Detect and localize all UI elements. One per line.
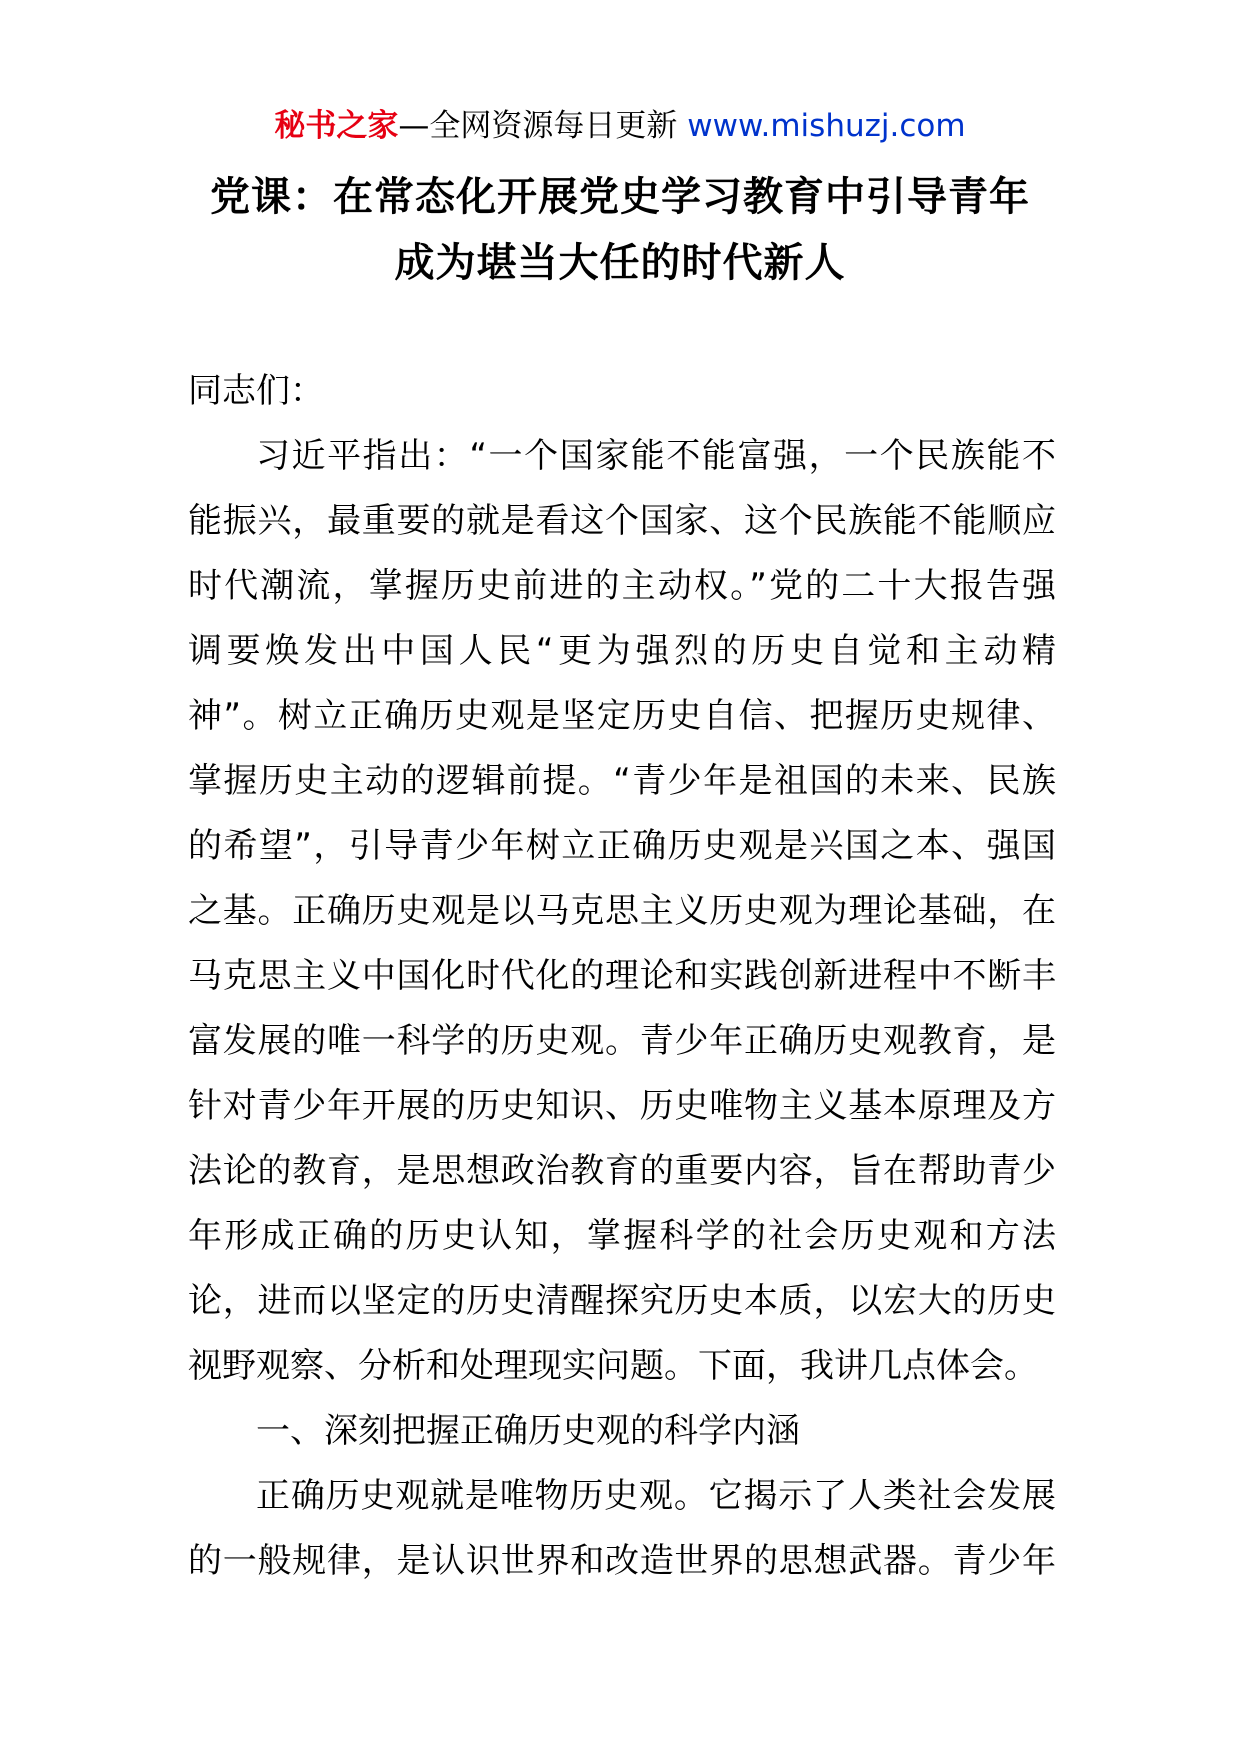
paragraph-line: 正确历史观就是唯物历史观。它揭示了人类社会发展: [256, 1476, 1056, 1516]
site-tagline: —全网资源每日更新: [398, 108, 678, 144]
paragraph-line: 针对青少年开展的历史知识、历史唯物主义基本原理及方: [188, 1086, 1056, 1126]
salutation: [188, 359, 1056, 424]
paragraph-line: 富发展的唯一科学的历史观。青少年正确历史观教育，是: [188, 1021, 1056, 1061]
paragraph-line: 能振兴，最重要的就是看这个国家、这个民族能不能顺应: [188, 501, 1056, 541]
paragraph-line: 习近平指出：“一个国家能不能富强，一个民族能不: [256, 436, 1056, 476]
paragraph-line: 的希望”，引导青少年树立正确历史观是兴国之本、强国: [188, 826, 1056, 866]
paragraph-line: 掌握历史主动的逻辑前提。“青少年是祖国的未来、民族: [188, 761, 1056, 801]
paragraph-2: [188, 1464, 1056, 1594]
paragraph-line: 的一般规律，是认识世界和改造世界的思想武器。青少年: [188, 1541, 1056, 1581]
paragraph-line: 神”。树立正确历史观是坚定历史自信、把握历史规律、: [188, 696, 1056, 736]
salutation-text: 同志们：: [188, 371, 324, 411]
document-title: [150, 164, 1090, 296]
paragraph-line: 调要焕发出中国人民“更为强烈的历史自觉和主动精: [188, 631, 1056, 671]
paragraph-1: [188, 424, 1056, 1399]
section-heading-1: [188, 1399, 1056, 1464]
site-banner: [0, 104, 1240, 148]
paragraph-line: 法论的教育，是思想政治教育的重要内容，旨在帮助青少: [188, 1151, 1056, 1191]
document-title-line-2: 成为堪当大任的时代新人: [394, 240, 846, 286]
paragraph-line: 年形成正确的历史认知，掌握科学的社会历史观和方法: [188, 1216, 1056, 1256]
paragraph-line: 时代潮流，掌握历史前进的主动权。”党的二十大报告强: [188, 566, 1056, 606]
paragraph-line: 论，进而以坚定的历史清醒探究历史本质，以宏大的历史: [188, 1281, 1056, 1321]
document-body: [188, 359, 1056, 1594]
paragraph-line: 视野观察、分析和处理现实问题。下面，我讲几点体会。: [188, 1346, 1038, 1386]
paragraph-line: 之基。正确历史观是以马克思主义历史观为理论基础，在: [188, 891, 1056, 931]
section-heading-text: 一、深刻把握正确历史观的科学内涵: [256, 1411, 800, 1451]
site-url-link[interactable]: www.mishuzj.com: [687, 108, 966, 144]
site-brand: 秘书之家: [274, 108, 399, 144]
paragraph-line: 马克思主义中国化时代化的理论和实践创新进程中不断丰: [188, 956, 1056, 996]
document-title-line-1: 党课：在常态化开展党史学习教育中引导青年: [210, 174, 1030, 220]
